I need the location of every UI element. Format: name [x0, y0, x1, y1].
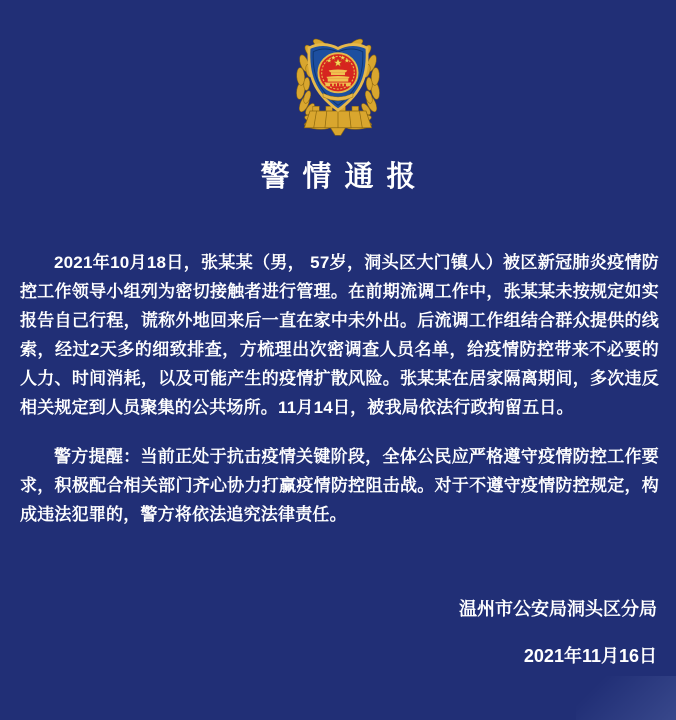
issuing-authority: 温州市公安局洞头区分局 — [459, 599, 657, 619]
issue-date: 2021年11月16日 — [523, 646, 657, 666]
notice-paragraph-2: 警方提醒：当前正处于抗击疫情关键阶段，全体公民应严格遵守疫情防控工作要求，积极配合相关部门齐心协力打赢疫情防控阻击战。对于不遵守疫情防控规定，构成违法犯罪的，警方将依法追究法律责任。 — [20, 447, 659, 524]
notice-paragraph-1: 2021年10月18日，张某某（男， 57岁，洞头区大门镇人）被区新冠肺炎疫情防控工作领导小组列为密切接触者进行管理。在前期流调工作中，张某某未按规定如实报告自己行程，谎称外地回来后一直在家中未外出。后流调工作组结合群众提供的线索，经过2天多的细致排查，方梳理出次密调查人员名单，给疫情防控带来不必要的人力、时间消耗，以及可能产生的疫情扩散风险。张某某在居家隔离期间，多次违反相关规定到人员聚集的公共场所。11月14日，被我局依法行政拘留五日。 — [20, 253, 659, 417]
corner-artifact — [576, 676, 676, 720]
notice-body — [20, 248, 659, 549]
police-badge-icon — [282, 27, 394, 139]
notice-title: 警情通报 — [260, 161, 429, 193]
